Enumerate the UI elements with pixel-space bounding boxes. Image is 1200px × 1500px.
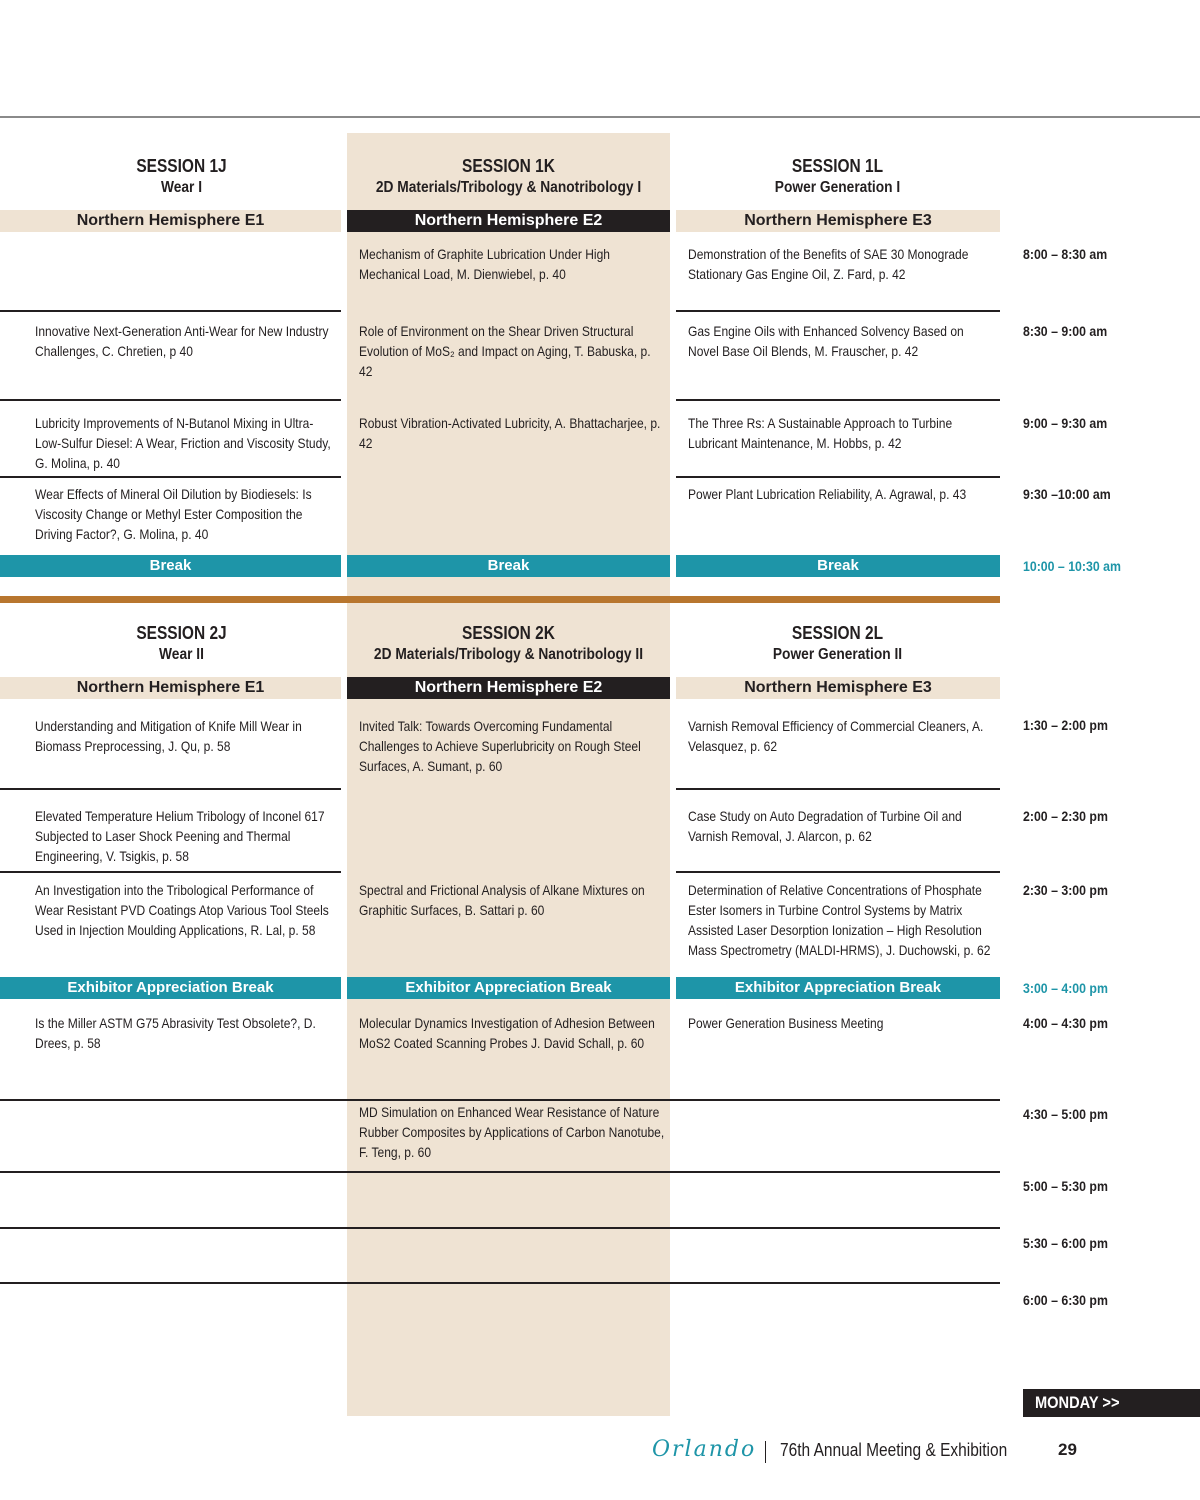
session-name: Power Generation II: [772, 646, 903, 663]
exhibitor-break-bar: Exhibitor Appreciation Break: [676, 977, 1000, 999]
talk-entry: Power Generation Business Meeting: [688, 1015, 884, 1031]
time-slot: 5:00 – 5:30 pm: [1023, 1178, 1108, 1194]
row-divider: [0, 399, 341, 401]
session-id: SESSION 1K: [462, 156, 555, 176]
room-label: Northern Hemisphere E1: [0, 210, 341, 232]
talk-entry: The Three Rs: A Sustainable Approach to Turbine Lubricant Maintenance, M. Hobbs, p. 42: [688, 415, 953, 451]
talk-entry: Understanding and Mitigation of Knife Mill Wear in Biomass Preprocessing, J. Qu, p. 58: [35, 718, 302, 754]
session-name: Wear I: [160, 179, 203, 196]
talk-entry: Robust Vibration-Activated Lubricity, A. Bhattacharjee, p. 42: [359, 415, 661, 451]
room-label: Northern Hemisphere E2: [347, 210, 670, 232]
talk-entry: An Investigation into the Tribological Performance of Wear Resistant PVD Coatings Atop Various Tool Steels Used in Injection Moulding Applications, R. Lal, p. 58: [35, 882, 329, 938]
exhibitor-break-bar: Exhibitor Appreciation Break: [347, 977, 670, 999]
session-id: SESSION 1J: [136, 156, 227, 176]
session-id: SESSION 1L: [791, 156, 884, 176]
talk-entry: Power Plant Lubrication Reliability, A. Agrawal, p. 43: [688, 486, 967, 502]
session-id: SESSION 2J: [136, 623, 227, 643]
time-slot: 6:00 – 6:30 pm: [1023, 1292, 1108, 1308]
time-slot: 5:30 – 6:00 pm: [1023, 1235, 1108, 1251]
time-slot: 8:00 – 8:30 am: [1023, 246, 1108, 262]
room-label: Northern Hemisphere E3: [676, 677, 1000, 699]
talk-entry: Molecular Dynamics Investigation of Adhesion Between MoS2 Coated Scanning Probes J. David Schall, p. 60: [359, 1015, 655, 1051]
footer-separator: [765, 1441, 766, 1463]
time-slot: 9:00 – 9:30 am: [1023, 415, 1108, 431]
row-divider: [676, 310, 1000, 312]
session-name: Power Generation I: [774, 179, 901, 196]
session-name: Wear II: [159, 646, 204, 663]
session-name: 2D Materials/Tribology & Nanotribology II: [373, 646, 644, 663]
room-label: Northern Hemisphere E1: [0, 677, 341, 699]
row-divider: [0, 310, 341, 312]
time-slot: 8:30 – 9:00 am: [1023, 323, 1108, 339]
talk-entry: Gas Engine Oils with Enhanced Solvency Based on Novel Base Oil Blends, M. Frauscher, p. 42: [688, 323, 964, 359]
time-slot: 2:00 – 2:30 pm: [1023, 808, 1108, 824]
row-divider: [676, 399, 1000, 401]
row-divider: [0, 1227, 1000, 1229]
talk-entry: Is the Miller ASTM G75 Abrasivity Test Obsolete?, D. Drees, p. 58: [35, 1015, 316, 1051]
day-tab-label: MONDAY >>: [1035, 1393, 1120, 1412]
orlando-logo: Orlando: [652, 1437, 757, 1462]
talk-entry: Wear Effects of Mineral Oil Dilution by Biodiesels: Is Viscosity Change or Methyl Ester Composition the Driving Factor?, G. Molina, p. 40: [35, 486, 312, 542]
footer-title: 76th Annual Meeting & Exhibition: [780, 1440, 1008, 1460]
section-divider: [0, 596, 1000, 603]
session-1k-header: [370, 155, 648, 199]
talk-entry: MD Simulation on Enhanced Wear Resistance of Nature Rubber Composites by Applications of Carbon Nanotube, F. Teng, p. 60: [359, 1104, 665, 1160]
room-label: Northern Hemisphere E3: [676, 210, 1000, 232]
row-divider: [0, 1099, 1000, 1101]
talk-entry: Case Study on Auto Degradation of Turbine Oil and Varnish Removal, J. Alarcon, p. 62: [688, 808, 962, 844]
row-divider: [676, 476, 1000, 478]
room-label: Northern Hemisphere E2: [347, 677, 670, 699]
session-id: SESSION 2K: [462, 623, 555, 643]
exhibitor-break-bar: Exhibitor Appreciation Break: [0, 977, 341, 999]
row-divider: [0, 788, 341, 790]
time-slot: 9:30 –10:00 am: [1023, 486, 1111, 502]
break-bar: Break: [676, 555, 1000, 577]
time-slot: 10:00 – 10:30 am: [1023, 558, 1121, 574]
session-2k-header: [370, 622, 648, 666]
talk-entry: Elevated Temperature Helium Tribology of Inconel 617 Subjected to Laser Shock Peening and Thermal Engineering, V. Tsigkis, p. 58: [35, 808, 325, 864]
break-bar: Break: [0, 555, 341, 577]
page-number: 29: [1058, 1440, 1077, 1459]
session-1l-header: [699, 155, 977, 199]
talk-entry: Spectral and Frictional Analysis of Alkane Mixtures on Graphitic Surfaces, B. Sattari p. 60: [359, 882, 645, 918]
time-slot: 1:30 – 2:00 pm: [1023, 717, 1108, 733]
talk-entry: Role of Environment on the Shear Driven Structural Evolution of MoS₂ and Impact on Aging, T. Babuska, p. 42: [359, 323, 651, 379]
break-bar: Break: [347, 555, 670, 577]
row-divider: [0, 476, 341, 478]
top-rule: [0, 116, 1200, 118]
session-name: 2D Materials/Tribology & Nanotribology I: [375, 179, 642, 196]
talk-entry: Demonstration of the Benefits of SAE 30 Monograde Stationary Gas Engine Oil, Z. Fard, p. 42: [688, 246, 969, 282]
talk-entry: Invited Talk: Towards Overcoming Fundamental Challenges to Achieve Superlubricity on Rough Steel Surfaces, A. Sumant, p. 60: [359, 718, 641, 774]
row-divider: [676, 788, 1000, 790]
session-id: SESSION 2L: [791, 623, 884, 643]
talk-entry: Innovative Next-Generation Anti-Wear for New Industry Challenges, C. Chretien, p 40: [35, 323, 329, 359]
row-divider: [0, 871, 341, 873]
row-divider: [0, 1282, 1000, 1284]
day-tab: [1023, 1389, 1200, 1417]
time-slot: 4:30 – 5:00 pm: [1023, 1106, 1108, 1122]
session-2l-header: [699, 622, 977, 666]
row-divider: [676, 871, 1000, 873]
talk-entry: Mechanism of Graphite Lubrication Under High Mechanical Load, M. Dienwiebel, p. 40: [359, 246, 610, 282]
talk-entry: Determination of Relative Concentrations of Phosphate Ester Isomers in Turbine Control Systems by Matrix Assisted Laser Desorption Ionization – High Resolution Mass Spectrometry (MALDI-HRMS), J. Duchowski, p. 62: [688, 882, 991, 958]
talk-entry: Varnish Removal Efficiency of Commercial Cleaners, A. Velasquez, p. 62: [688, 718, 984, 754]
session-2j-header: [43, 622, 321, 666]
session-1j-header: [43, 155, 321, 199]
time-slot: 4:00 – 4:30 pm: [1023, 1015, 1108, 1031]
time-slot: 3:00 – 4:00 pm: [1023, 980, 1108, 996]
time-slot: 2:30 – 3:00 pm: [1023, 882, 1108, 898]
talk-entry: Lubricity Improvements of N-Butanol Mixing in Ultra-Low-Sulfur Diesel: A Wear, Friction and Viscosity Study, G. Molina, p. 40: [35, 415, 331, 471]
row-divider: [0, 1171, 1000, 1173]
